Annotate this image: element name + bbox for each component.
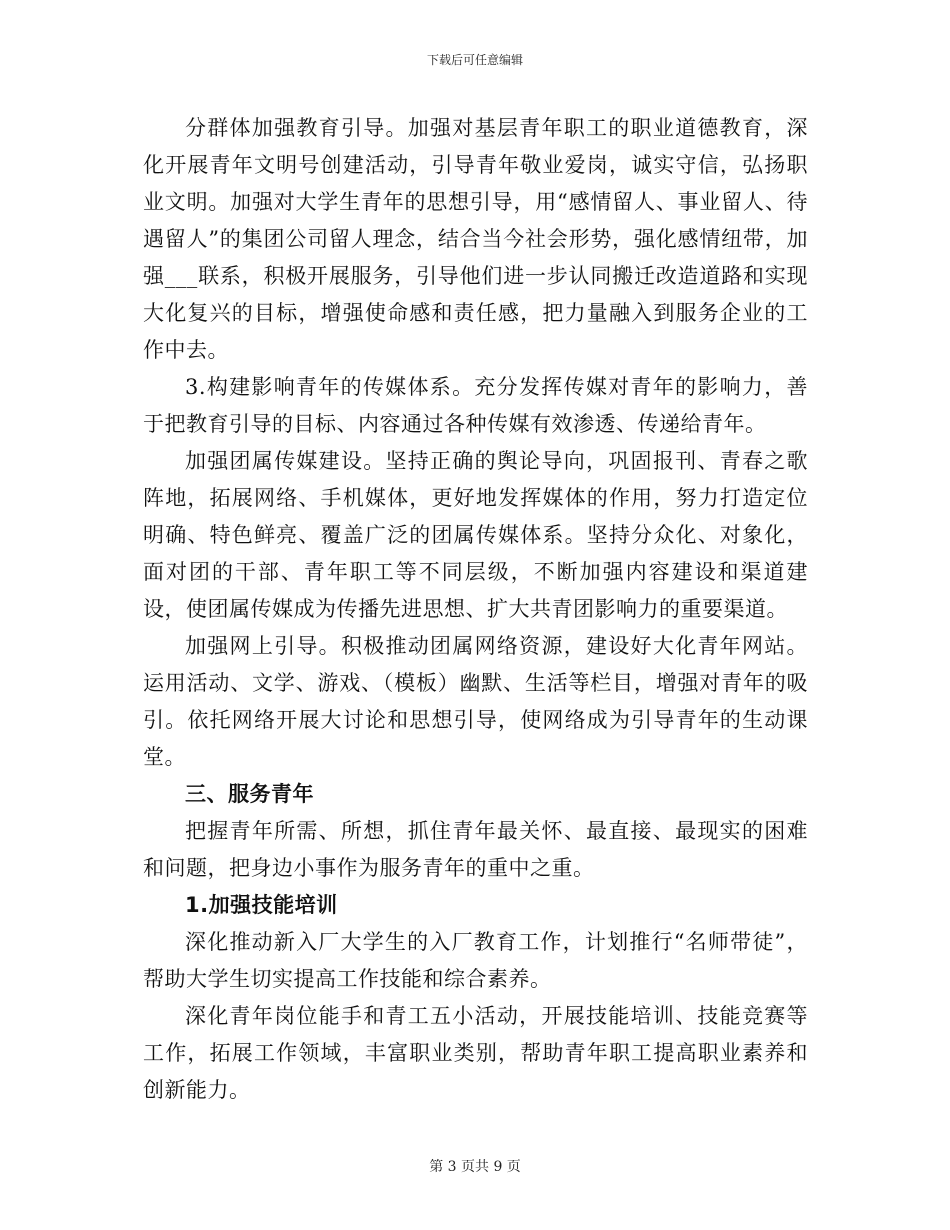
paragraph: 分群体加强教育引导。加强对基层青年职工的职业道德教育，深化开展青年文明号创建活动，引导青年敬业爱岗，诚实守信，弘扬职业文明。加强对大学生青年的思想引导，用“感情留人、事业留人、待遇留人”的集团公司留人理念，结合当今社会形势，强化感情纽带，加强___联系，积极开展服务，引导他们进一步认同搬迁改造道路和实现大化复兴的目标，增强使命感和责任感，把力量融入到服务企业的工作中去。 — [143, 116, 808, 362]
paragraph: 加强团属传媒建设。坚持正确的舆论导向，巩固报刊、青春之歌阵地，拓展网络、手机媒体，更好地发挥媒体的作用，努力打造定位明确、特色鲜亮、覆盖广泛的团属传媒体系。坚持分众化、对象化，面对团的干部、青年职工等不同层级，不断加强内容建设和渠道建设，使团属传媒成为传播先进思想、扩大共青团影响力的重要渠道。 — [143, 449, 808, 621]
paragraph: 加强网上引导。积极推动团属网络资源，建设好大化青年网站。运用活动、文学、游戏、（模板）幽默、生活等栏目，增强对青年的吸引。依托网络开展大讨论和思想引导，使网络成为引导青年的生动课堂。 — [143, 634, 808, 769]
subsection-heading: 1.加强技能培训 — [185, 893, 338, 917]
paragraph: 深化推动新入厂大学生的入厂教育工作，计划推行“名师带徒”，帮助大学生切实提高工作技能和综合素养。 — [143, 930, 808, 991]
document-body — [143, 110, 808, 1109]
page-footer: 第 3 页共 9 页 — [429, 1159, 521, 1175]
paragraph: 把握青年所需、所想，抓住青年最关怀、最直接、最现实的困难和问题，把身边小事作为服务青年的重中之重。 — [143, 819, 808, 880]
paragraph: 3.构建影响青年的传媒体系。充分发挥传媒对青年的影响力，善于把教育引导的目标、内容通过各种传媒有效渗透、传递给青年。 — [143, 375, 808, 436]
paragraph: 深化青年岗位能手和青工五小活动，开展技能培训、技能竞赛等工作，拓展工作领域，丰富职业类别，帮助青年职工提高职业素养和创新能力。 — [143, 1004, 808, 1102]
section-heading: 三、服务青年 — [185, 782, 314, 806]
page-header: 下载后可任意编辑 — [426, 53, 523, 67]
